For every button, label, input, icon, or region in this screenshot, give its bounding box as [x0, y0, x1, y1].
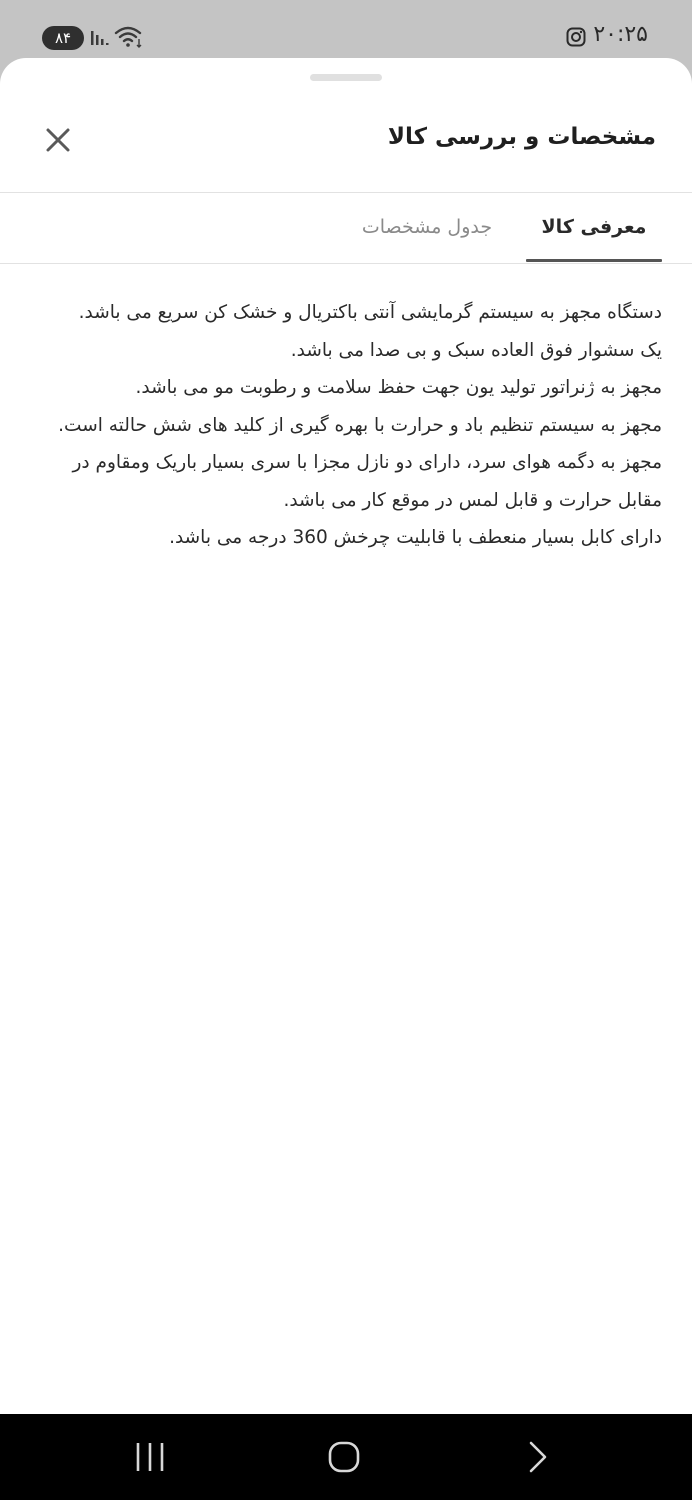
tab-bar	[0, 193, 692, 264]
active-tab-indicator	[526, 259, 662, 262]
back-icon	[518, 1440, 558, 1474]
description-line: مجهز به دگمه هوای سرد، دارای دو نازل مجزا با سری بسیار باریک ومقاوم در مقابل حرارت و قابل لمس در موقع کار می باشد.	[72, 452, 662, 511]
description-line: دارای کابل بسیار منعطف با قابلیت چرخش 360 درجه می باشد.	[169, 527, 662, 548]
sheet-title: مشخصات و بررسی کالا	[387, 124, 656, 150]
navigation-bar	[0, 1414, 692, 1500]
description-line: دستگاه مجهز به سیستم گرمایشی آنتی باکتریال و خشک کن سریع می باشد.	[78, 302, 662, 323]
sheet-header	[0, 98, 692, 193]
recent-apps-button[interactable]	[130, 1440, 170, 1474]
status-time: ۲۰:۲۵	[593, 22, 648, 47]
signal-icon	[90, 27, 110, 47]
bottom-sheet	[0, 58, 692, 1414]
tab-specs-table[interactable]: جدول مشخصات	[361, 216, 493, 238]
description-line: یک سشوار فوق العاده سبک و بی صدا می باشد.	[290, 339, 662, 361]
tab-product-intro[interactable]: معرفی کالا	[541, 216, 647, 238]
instagram-icon	[566, 27, 586, 47]
close-button[interactable]	[40, 122, 76, 158]
description-line: مجهز به سیستم تنظیم باد و حرارت با بهره گیری از کلید های شش حالته است.	[58, 414, 662, 436]
home-button[interactable]	[324, 1440, 364, 1474]
product-description	[32, 294, 662, 557]
drag-handle[interactable]	[310, 74, 382, 81]
close-icon	[40, 122, 76, 158]
home-icon	[324, 1440, 364, 1474]
wifi-icon	[114, 25, 144, 49]
back-button[interactable]	[518, 1440, 558, 1474]
description-line: مجهز به ژنراتور تولید یون جهت حفظ سلامت و رطوبت مو می باشد.	[135, 377, 662, 398]
recent-apps-icon	[130, 1440, 170, 1474]
battery-indicator: ۸۴	[42, 26, 84, 50]
